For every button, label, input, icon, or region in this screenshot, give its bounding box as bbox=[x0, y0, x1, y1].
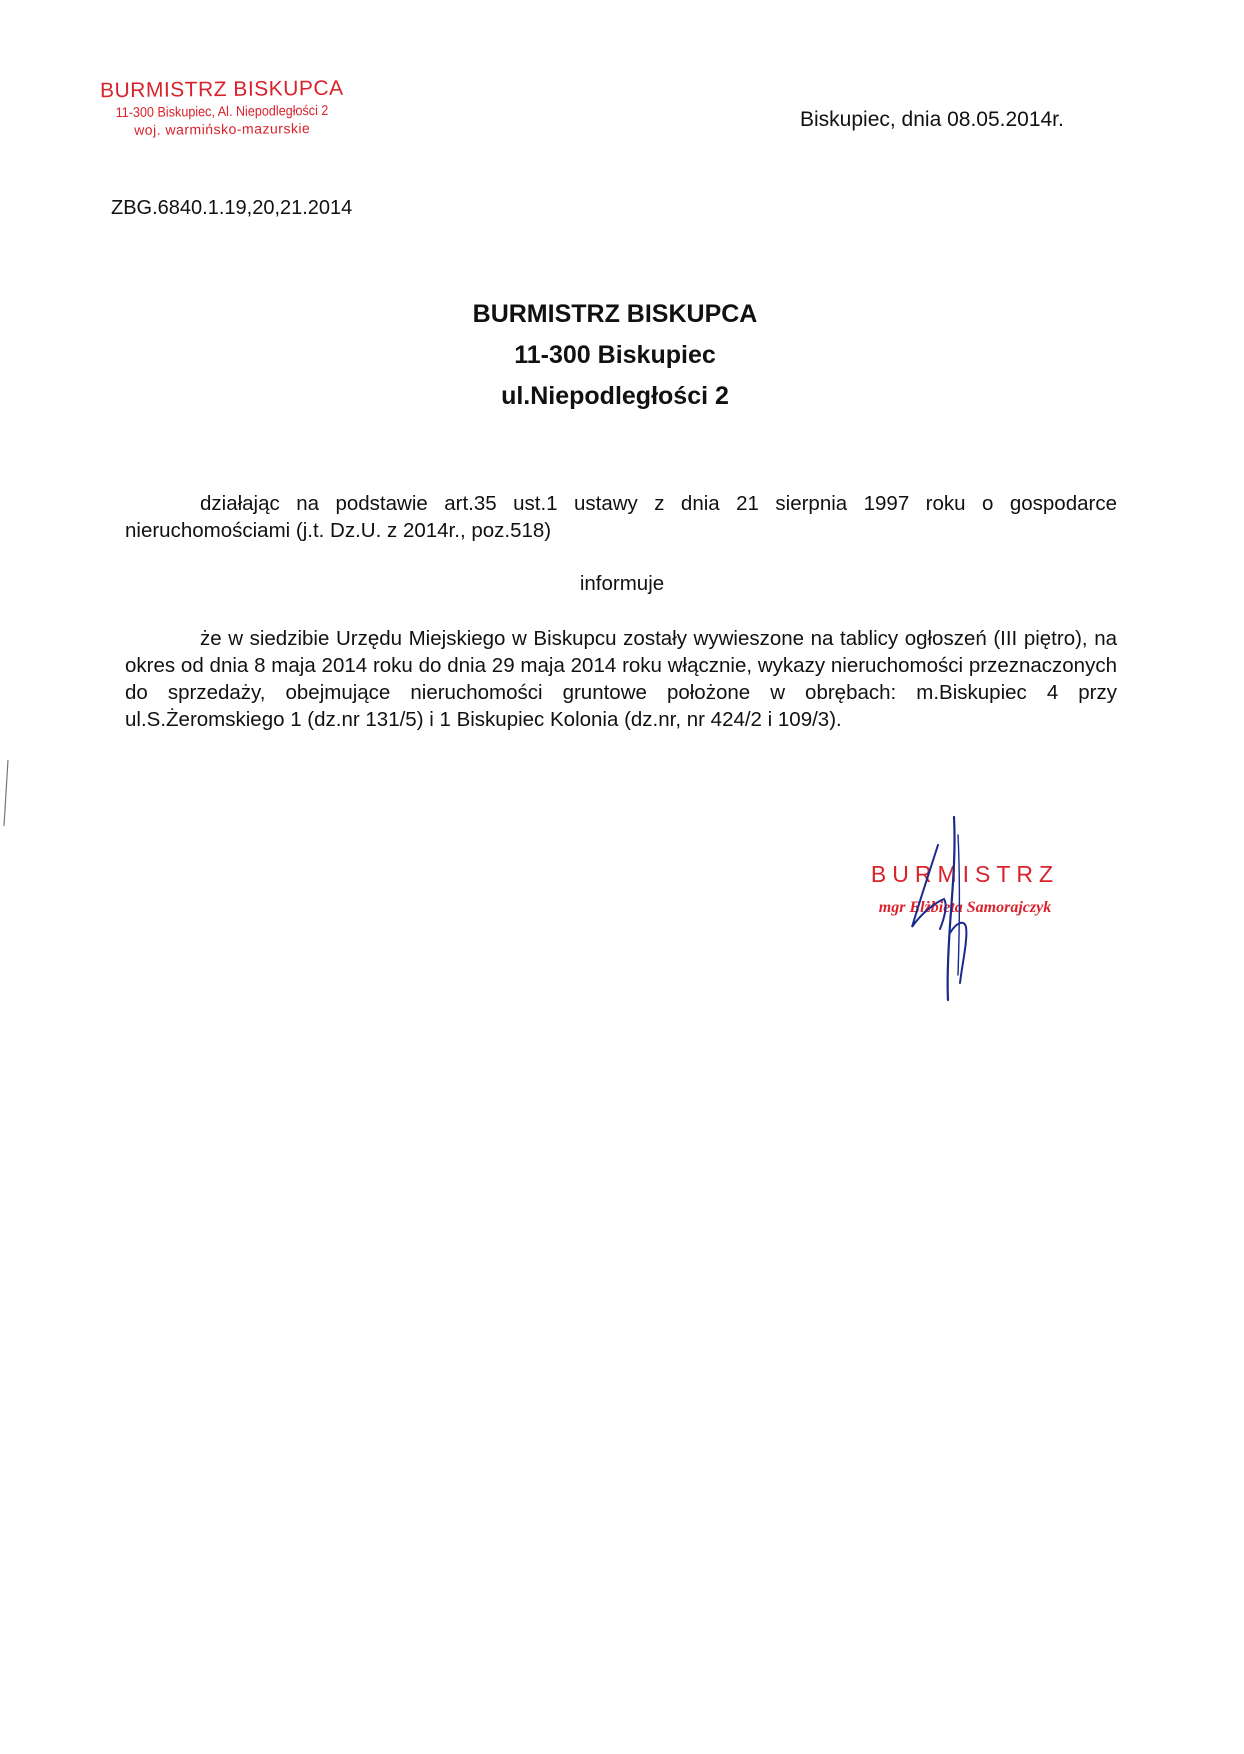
addressee-block bbox=[300, 294, 930, 417]
header-stamp-address: 11-300 Biskupiec, Al. Niepodległości 2 bbox=[115, 101, 329, 121]
header-stamp bbox=[72, 76, 373, 139]
signature-stamp-name: mgr Elżbieta Samorajczyk bbox=[878, 899, 1052, 916]
addressee-line-2: 11-300 Biskupiec bbox=[514, 341, 716, 369]
body-paragraph-1 bbox=[125, 490, 1117, 544]
informs-line: informuje bbox=[579, 572, 665, 595]
handwritten-signature-icon bbox=[900, 815, 980, 1005]
place-date: Biskupiec, dnia 08.05.2014r. bbox=[800, 108, 1064, 131]
scan-edge-mark bbox=[0, 758, 12, 828]
body-paragraph-1-text: działając na podstawie art.35 ust.1 ustawy z dnia 21 sierpnia 1997 roku o gospodarce nieruchomościami (j.t. Dz.U. z 2014r., poz.518) bbox=[125, 492, 1117, 542]
signature-stamp-title: BURMISTRZ bbox=[870, 861, 1060, 887]
body-paragraph-2-text: że w siedzibie Urzędu Miejskiego w Biskupcu zostały wywieszone na tablicy ogłoszeń (III piętro), na okres od dnia 8 maja 2014 roku do dnia 29 maja 2014 roku włącznie, wykazy nieruchomości przeznaczonych do sprzedaży, obejmujące nieruchomości gruntowe położone w obrębach: m.Biskupiec 4 przy ul.S.Żeromskiego 1 (dz.nr 131/5) i 1 Biskupiec Kolonia (dz.nr, nr 424/2 i 109/3). bbox=[125, 627, 1117, 731]
reference-number: ZBG.6840.1.19,20,21.2014 bbox=[111, 197, 353, 219]
body-paragraph-2 bbox=[125, 625, 1117, 733]
addressee-line-3: ul.Niepodległości 2 bbox=[501, 382, 729, 410]
addressee-line-1: BURMISTRZ BISKUPCA bbox=[472, 300, 758, 328]
header-stamp-title: BURMISTRZ BISKUPCA bbox=[99, 76, 344, 103]
header-stamp-region: woj. warmińsko-mazurskie bbox=[134, 120, 311, 138]
